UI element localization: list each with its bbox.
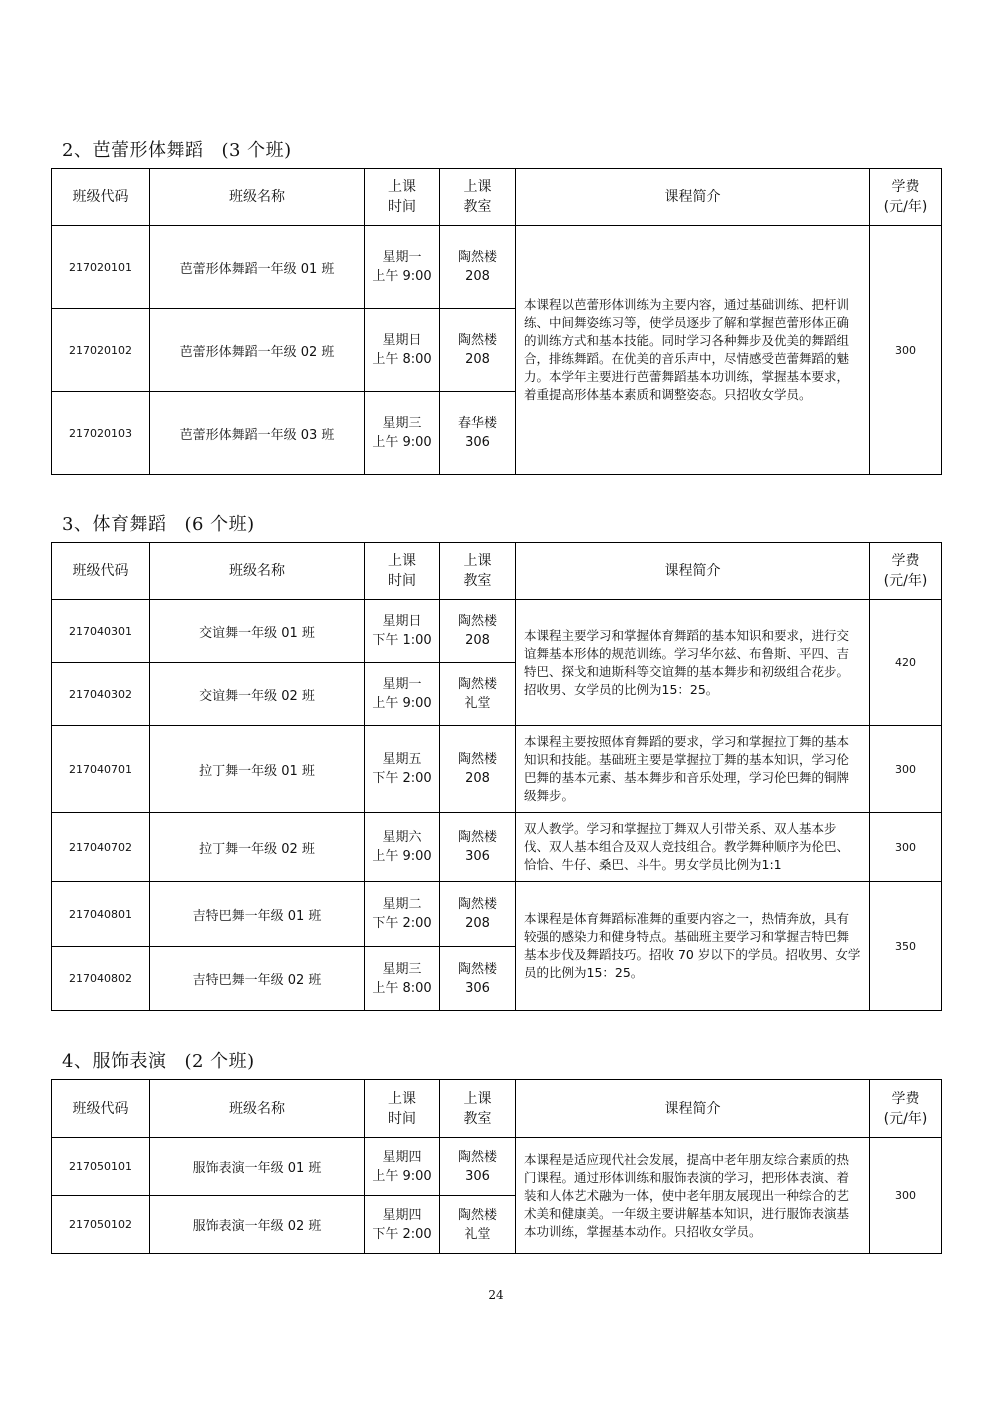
tuition-fee: 300 (870, 813, 942, 882)
class-name: 拉丁舞一年级 01 班 (150, 726, 365, 813)
class-room: 陶然楼 208 (440, 600, 516, 663)
class-code: 217020103 (52, 392, 150, 475)
section-title-sport-dance (62, 510, 255, 536)
header-code: 班级代码 (52, 543, 150, 600)
tuition-fee: 300 (870, 1138, 942, 1254)
course-description: 本课程是体育舞蹈标准舞的重要内容之一，热情奔放，具有较强的感染力和健身特点。基础班主要学习和掌握吉特巴舞基本步伐及舞蹈技巧。招收 70 岁以下的学员。招收男、女学员的比例为15：25。 (516, 882, 870, 1011)
class-time: 星期六 上午 9:00 (365, 813, 440, 882)
class-room: 陶然楼 306 (440, 813, 516, 882)
class-room: 春华楼 306 (440, 392, 516, 475)
header-time: 上课 时间 (365, 543, 440, 600)
table-row (52, 726, 942, 813)
class-time: 星期日 下午 1:00 (365, 600, 440, 663)
class-code: 217040701 (52, 726, 150, 813)
header-fee: 学费 (元/年) (870, 169, 942, 226)
class-name: 吉特巴舞一年级 01 班 (150, 882, 365, 947)
class-code: 217040702 (52, 813, 150, 882)
class-name: 拉丁舞一年级 02 班 (150, 813, 365, 882)
class-code: 217020101 (52, 226, 150, 309)
course-description: 双人教学。学习和掌握拉丁舞双人引带关系、双人基本步伐、双人基本组合及双人竞技组合。教学舞种顺序为伦巴、恰恰、牛仔、桑巴、斗牛。男女学员比例为1:1 (516, 813, 870, 882)
class-name: 服饰表演一年级 01 班 (150, 1138, 365, 1196)
course-description: 本课程主要学习和掌握体育舞蹈的基本知识和要求，进行交谊舞基本形体的规范训练。学习华尔兹、布鲁斯、平四、吉特巴、探戈和迪斯科等交谊舞的基本舞步和初级组合花步。招收男、女学员的比例为15：25。 (516, 600, 870, 726)
page-number: 24 (488, 1288, 504, 1302)
class-name: 芭蕾形体舞蹈一年级 02 班 (150, 309, 365, 392)
table-header-row (52, 169, 942, 226)
class-room: 陶然楼 306 (440, 1138, 516, 1196)
class-code: 217040802 (52, 947, 150, 1011)
tuition-fee: 300 (870, 226, 942, 475)
table-row (52, 813, 942, 882)
class-code: 217040302 (52, 663, 150, 726)
header-name: 班级名称 (150, 543, 365, 600)
class-room: 陶然楼 礼堂 (440, 1196, 516, 1254)
header-desc: 课程简介 (516, 169, 870, 226)
tuition-fee: 350 (870, 882, 942, 1011)
class-room: 陶然楼 208 (440, 726, 516, 813)
class-time: 星期一 上午 9:00 (365, 663, 440, 726)
class-time: 星期一 上午 9:00 (365, 226, 440, 309)
course-description: 本课程以芭蕾形体训练为主要内容，通过基础训练、把杆训练、中间舞姿练习等，使学员逐步了解和掌握芭蕾形体正确的训练方式和基本技能。同时学习各种舞步及优美的舞蹈组合，排练舞蹈。在优美的音乐声中，尽情感受芭蕾舞蹈的魅力。本学年主要进行芭蕾舞蹈基本功训练，掌握基本要求，着重提高形体基本素质和调整姿态。只招收女学员。 (516, 226, 870, 475)
table-row (52, 882, 942, 947)
section-count: (3 个班) (221, 140, 292, 161)
class-time: 星期三 上午 9:00 (365, 392, 440, 475)
tuition-fee: 420 (870, 600, 942, 726)
section-title-text: 2、芭蕾形体舞蹈 (62, 140, 204, 161)
fashion-show-table (51, 1079, 942, 1254)
table-row (52, 226, 942, 309)
table-header-row (52, 1080, 942, 1138)
class-time: 星期四 上午 9:00 (365, 1138, 440, 1196)
class-time: 星期二 下午 2:00 (365, 882, 440, 947)
table-row (52, 1138, 942, 1196)
ballet-table (51, 168, 942, 475)
class-code: 217050101 (52, 1138, 150, 1196)
class-code: 217040301 (52, 600, 150, 663)
header-room: 上课 教室 (440, 543, 516, 600)
class-code: 217050102 (52, 1196, 150, 1254)
header-time: 上课 时间 (365, 1080, 440, 1138)
class-time: 星期五 下午 2:00 (365, 726, 440, 813)
class-room: 陶然楼 208 (440, 882, 516, 947)
class-room: 陶然楼 306 (440, 947, 516, 1011)
class-room: 陶然楼 208 (440, 309, 516, 392)
header-fee: 学费 (元/年) (870, 1080, 942, 1138)
section-title-fashion-show (62, 1047, 255, 1073)
class-time: 星期四 下午 2:00 (365, 1196, 440, 1254)
table-header-row (52, 543, 942, 600)
header-time: 上课 时间 (365, 169, 440, 226)
class-name: 服饰表演一年级 02 班 (150, 1196, 365, 1254)
class-time: 星期三 上午 8:00 (365, 947, 440, 1011)
class-name: 吉特巴舞一年级 02 班 (150, 947, 365, 1011)
section-title-text: 4、服饰表演 (62, 1051, 167, 1072)
header-code: 班级代码 (52, 169, 150, 226)
header-fee: 学费 (元/年) (870, 543, 942, 600)
header-room: 上课 教室 (440, 1080, 516, 1138)
class-room: 陶然楼 礼堂 (440, 663, 516, 726)
section-title-ballet (62, 136, 292, 162)
course-description: 本课程是适应现代社会发展，提高中老年朋友综合素质的热门课程。通过形体训练和服饰表演的学习，把形体表演、着装和人体艺术融为一体，使中老年朋友展现出一种综合的艺术美和健康美。一年级主要讲解基本知识，进行服饰表演基本功训练，掌握基本动作。只招收女学员。 (516, 1138, 870, 1254)
class-name: 芭蕾形体舞蹈一年级 01 班 (150, 226, 365, 309)
header-desc: 课程简介 (516, 543, 870, 600)
class-name: 芭蕾形体舞蹈一年级 03 班 (150, 392, 365, 475)
tuition-fee: 300 (870, 726, 942, 813)
section-count: (6 个班) (184, 514, 255, 535)
class-name: 交谊舞一年级 01 班 (150, 600, 365, 663)
class-time: 星期日 上午 8:00 (365, 309, 440, 392)
class-code: 217020102 (52, 309, 150, 392)
class-room: 陶然楼 208 (440, 226, 516, 309)
course-description: 本课程主要按照体育舞蹈的要求，学习和掌握拉丁舞的基本知识和技能。基础班主要是掌握拉丁舞的基本知识，学习伦巴舞的基本元素、基本舞步和音乐处理，学习伦巴舞的铜牌级舞步。 (516, 726, 870, 813)
header-room: 上课 教室 (440, 169, 516, 226)
class-name: 交谊舞一年级 02 班 (150, 663, 365, 726)
table-row (52, 600, 942, 663)
section-count: (2 个班) (184, 1051, 255, 1072)
class-code: 217040801 (52, 882, 150, 947)
header-code: 班级代码 (52, 1080, 150, 1138)
header-name: 班级名称 (150, 169, 365, 226)
sport-dance-table (51, 542, 942, 1011)
section-title-text: 3、体育舞蹈 (62, 514, 167, 535)
header-name: 班级名称 (150, 1080, 365, 1138)
header-desc: 课程简介 (516, 1080, 870, 1138)
